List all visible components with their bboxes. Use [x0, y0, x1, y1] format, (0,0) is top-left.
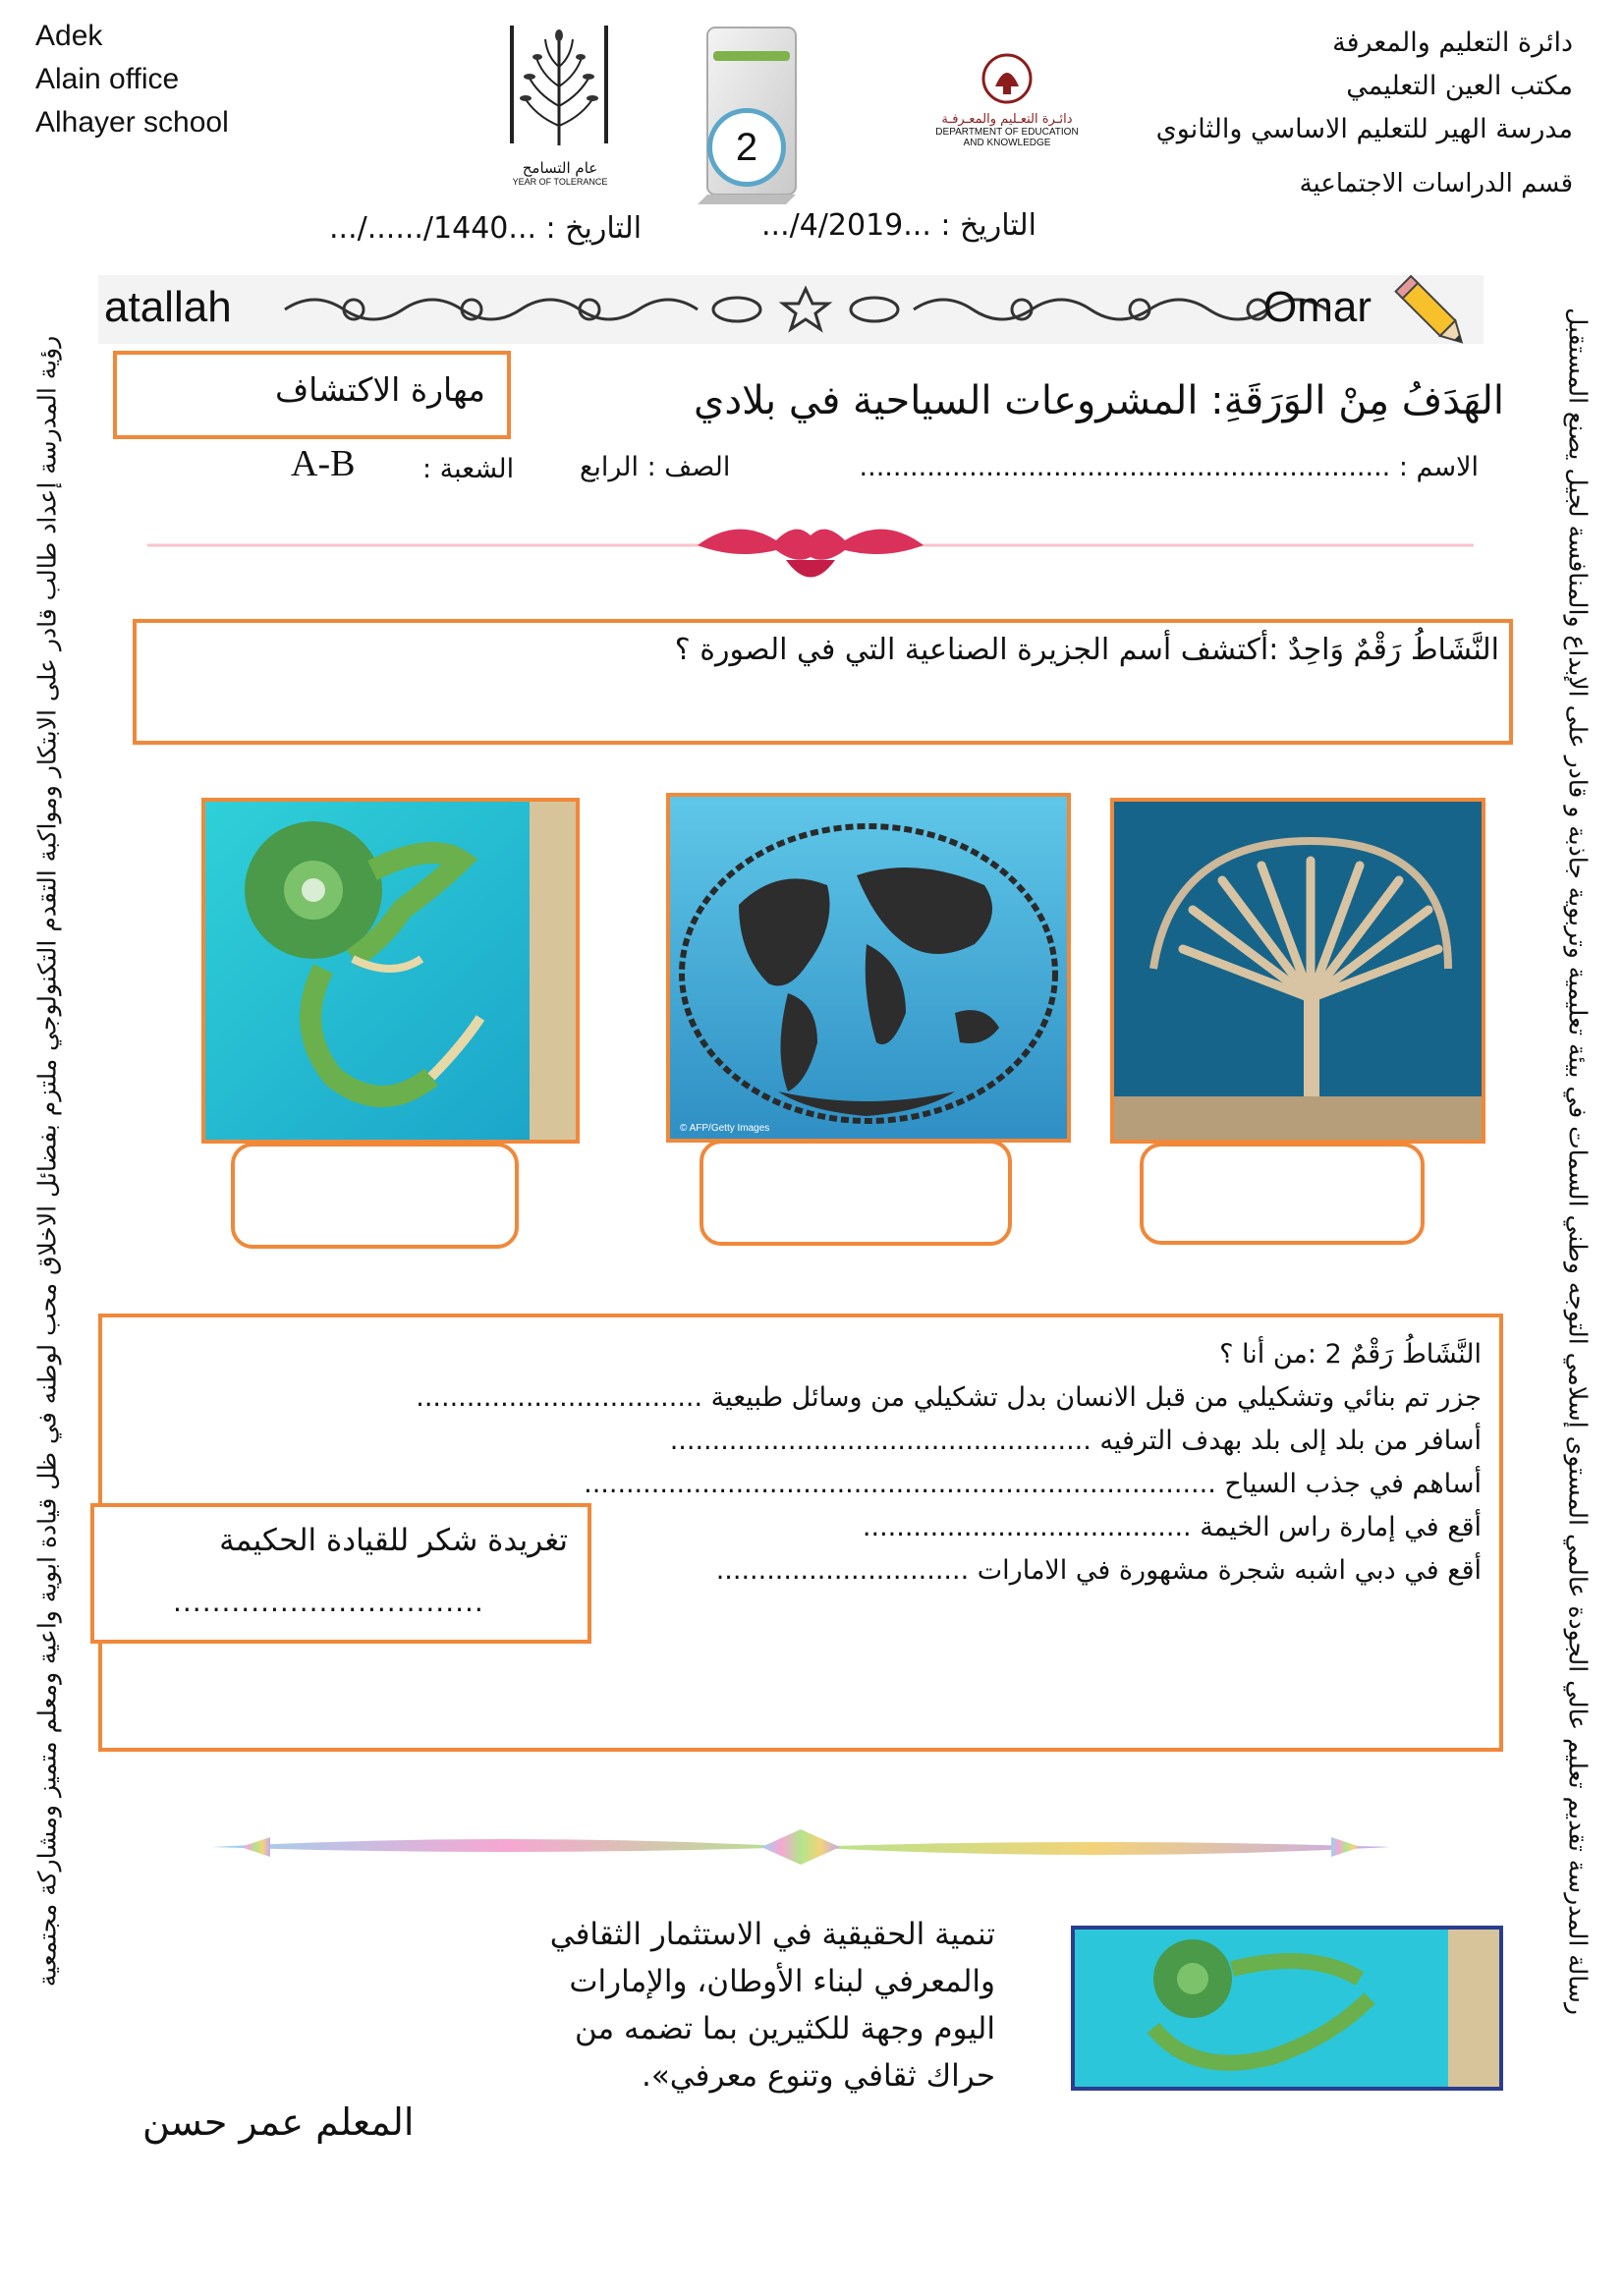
section-label: الشعبة :: [422, 454, 515, 484]
quote-line-1: تنمية الحقيقية في الاستثمار الثقافي: [549, 1917, 995, 1952]
answer-box-2[interactable]: [700, 1140, 1012, 1246]
sheet-number-circle: [707, 108, 786, 187]
activity-2-line-4[interactable]: أقع في إمارة راس الخيمة .......................................: [862, 1512, 1482, 1542]
header-right-line-3: مدرسة الهير للتعليم الاساسي والثانوي: [1155, 114, 1573, 144]
activity-1-text: النَّشَاطُ رَقْمٌ وَاحِدٌ :أكتشف أسم الجزيرة الصناعية التي في الصورة ؟: [674, 633, 1499, 667]
student-name-field[interactable]: الاسم : ...............................................................: [859, 452, 1479, 482]
quote-block: [489, 1911, 995, 2099]
tweet-answer-dots[interactable]: ................................: [173, 1586, 484, 1618]
header-right-block: [1156, 22, 1573, 151]
school-vision-side-text: رؤية المدرسة إعداد طالب قادر على الابتكار ومواكبة التقدم التكنولوجي ملتزم بفضائل الاخلاق محب لوطنه في ظل قيادة ابوية واعية ومعلم متميز ومشاركة مجتمعية: [32, 335, 62, 1987]
activity-2-title: النَّشَاطُ رَقْمٌ 2 :من أنا ؟: [1219, 1339, 1482, 1370]
year-of-tolerance-logo: [496, 18, 624, 190]
answer-box-1[interactable]: [231, 1143, 519, 1249]
sheet-number-graphic: [668, 22, 815, 208]
skill-label: مهارة الاكتشاف: [274, 370, 485, 409]
name-banner: [98, 275, 1484, 344]
quote-line-4: حراك ثقافي وتنوع معرفي».‏: [641, 2058, 995, 2094]
tweet-title: تغريدة شكر للقيادة الحكيمة: [219, 1523, 568, 1558]
adek-logo: [924, 49, 1091, 167]
teacher-name: المعلم عمر حسن: [142, 2100, 415, 2144]
island-image-palm: [1110, 798, 1485, 1144]
activity-2-line-1[interactable]: جزر تم بنائي وتشكيلي من قبل الانسان بدل تشكيلي من وسائل طبيعية ..................................: [416, 1382, 1482, 1413]
activity-2-line-2[interactable]: أسافر من بلد إلى بلد بهدف الترفيه ..................................................: [669, 1426, 1482, 1456]
quote-line-2: والمعرفي لبناء الأوطان، والإمارات: [569, 1964, 995, 1999]
sheet-number: 2: [735, 126, 758, 169]
activity-1-box: [133, 619, 1513, 745]
department-label: قسم الدراسات الاجتماعية: [1299, 169, 1573, 198]
section-value: A-B: [291, 443, 356, 484]
quote-line-3: اليوم وجهة للكثيرين بما تضمه من: [574, 2011, 995, 2046]
tolerance-english: YEAR OF TOLERANCE: [512, 177, 608, 187]
bottom-island-image: [1071, 1926, 1503, 2091]
banner-left-name: atallah: [104, 283, 232, 331]
activity-2-line-5[interactable]: أقع في دبي اشبه شجرة مشهورة في الامارات ..............................: [715, 1555, 1482, 1586]
adek-english-1: DEPARTMENT OF EDUCATION: [935, 127, 1079, 138]
header-left-line-3: Alhayer school: [35, 106, 229, 139]
school-mission-side-text: رسالة المدرسة تقديم تعليم عالي الجودة عالمي المستوى إسلامي التوجه وطني السمات في بيئة تعليمية وتربوية جاذبة و قادر على الإبداع والمنافسة لجيل يصنع المستقبل: [1563, 308, 1593, 2015]
date-gregorian: التاريخ : ...4/2019/...: [761, 208, 1036, 243]
header-right-line-1: دائرة التعليم والمعرفة: [1332, 28, 1573, 58]
header-right-line-2: مكتب العين التعليمي: [1346, 71, 1573, 101]
adek-english-2: AND KNOWLEDGE: [963, 138, 1051, 148]
adek-emblem-icon: [978, 49, 1036, 108]
class-label: الصف : الرابع: [580, 452, 731, 482]
header-left-block: [35, 15, 229, 144]
island-image-marjan: [201, 798, 580, 1144]
worksheet-objective: الهَدَفُ مِنْ الوَرَقَةِ: المشروعات السياحية في بلادي: [694, 378, 1504, 423]
answer-box-3[interactable]: [1140, 1143, 1425, 1245]
island-image-world: [666, 793, 1071, 1143]
date-hijri: التاريخ : ...1440/....../...: [329, 211, 643, 246]
tolerance-tree-icon: [496, 18, 624, 155]
colorful-divider-icon: [211, 1827, 1390, 1867]
adek-arabic: دائـرة التعـليم والمعـرفـة: [941, 112, 1073, 127]
header-left-line-2: Alain office: [35, 63, 180, 95]
tweet-box: [90, 1503, 591, 1644]
tolerance-arabic: عام التسامح: [522, 159, 598, 177]
photo-credit: © AFP/Getty Images: [680, 1123, 770, 1134]
pink-divider-icon: [147, 506, 1474, 594]
ornament-divider-icon: [275, 285, 1336, 334]
banner-right-name: Omar: [1263, 283, 1372, 331]
skill-box: [113, 351, 511, 439]
header-left-line-1: Adek: [35, 20, 103, 52]
activity-2-line-3[interactable]: أساهم في جذب السياح ...........................................................................: [584, 1469, 1482, 1499]
pencil-icon: [1393, 265, 1482, 354]
